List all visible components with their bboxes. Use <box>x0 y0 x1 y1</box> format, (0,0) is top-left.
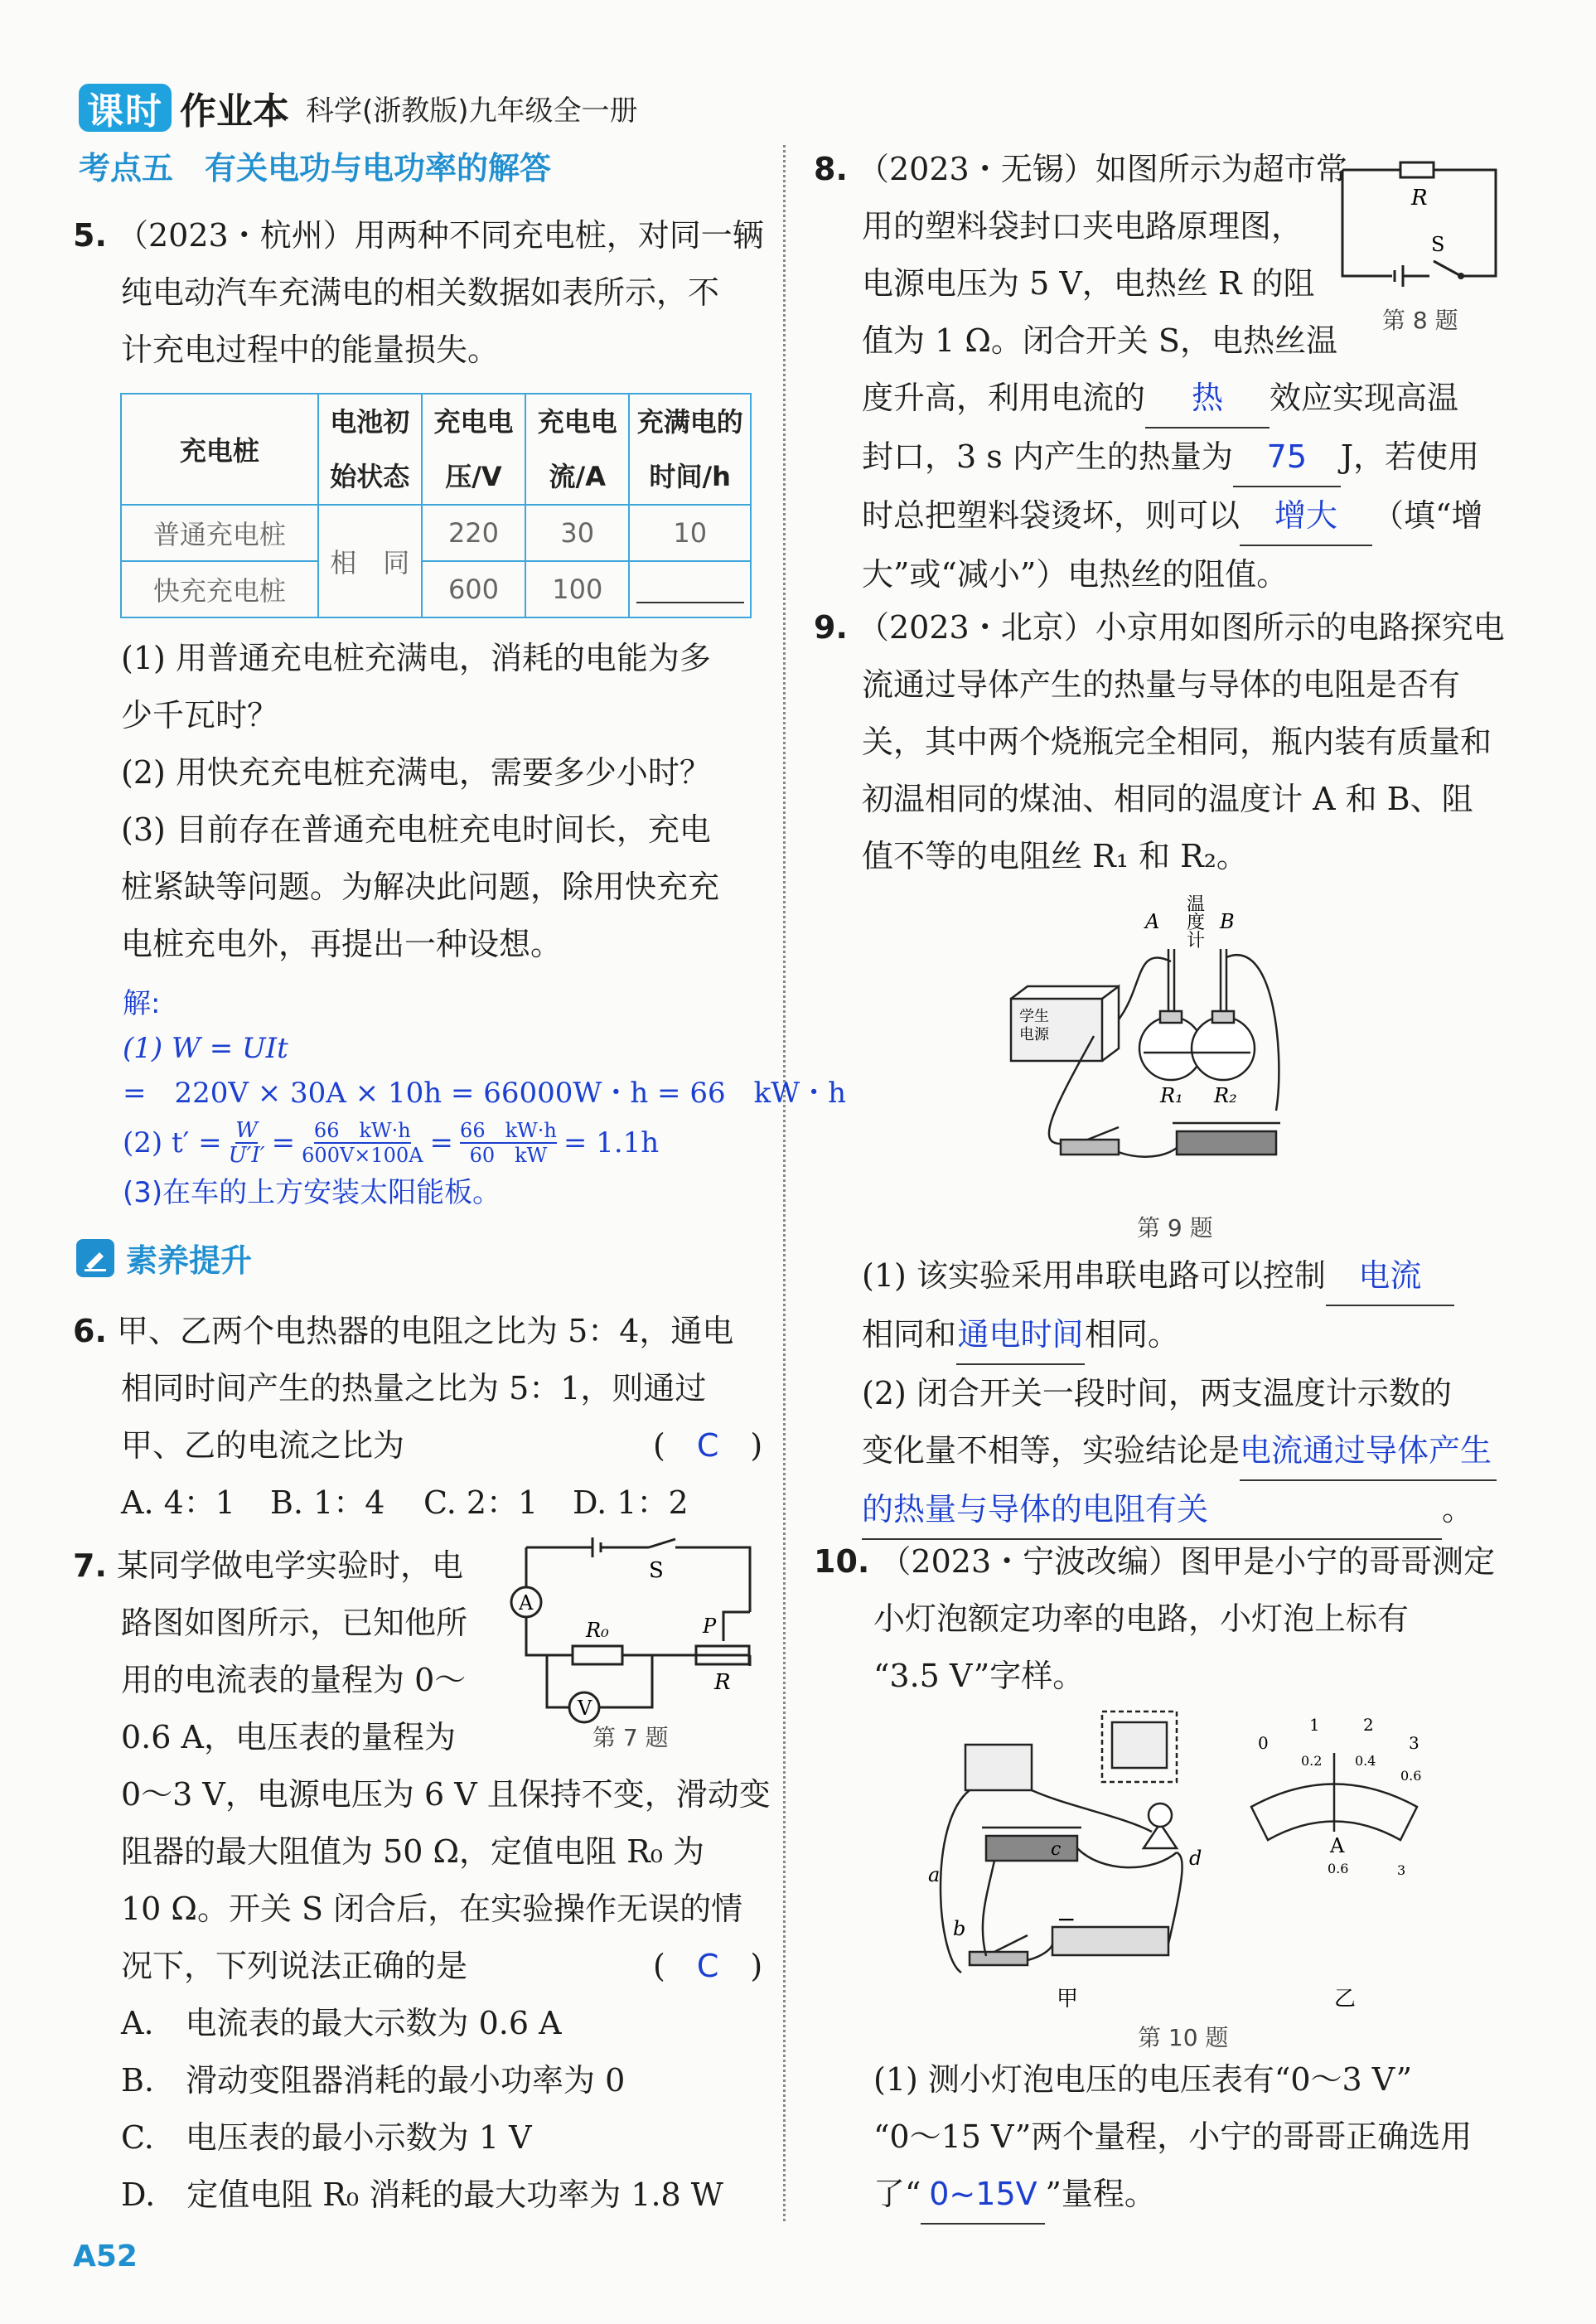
question-text-line: 相同和通电时间相同。 <box>814 1306 1526 1365</box>
question-text-line: 流通过导体产生的热量与导体的电阻是否有 <box>862 666 1461 703</box>
tick-label: 0.6 <box>1400 1768 1422 1784</box>
question-text-line: 封口，3 s 内产生的热量为 75 J，若使用 <box>814 428 1526 487</box>
section-boost <box>75 1235 252 1281</box>
question-number: 8. <box>814 151 848 187</box>
figure-caption: 第 7 题 <box>592 1724 669 1751</box>
thermometer-label: 计 <box>1187 931 1206 951</box>
tick-label: 1 <box>1309 1715 1320 1735</box>
label-a: A <box>519 1591 534 1615</box>
question-9-subparts <box>814 1247 1526 1540</box>
label-b: B <box>1220 910 1235 933</box>
question-5 <box>73 207 769 379</box>
question-text-line: (2) 闭合开关一段时间，两支温度计示数的 <box>862 1375 1452 1411</box>
label-a: A <box>1145 910 1160 933</box>
label-v: V <box>578 1697 592 1720</box>
answer-line: = 220V × 30A × 10h = 66000W・h = 66 kW・h <box>123 1077 847 1110</box>
question-text-line: 桩紧缺等问题。为解决此问题，除用快充充 <box>121 869 720 905</box>
question-text-line: （2023・无锡）如图所示为超市常 <box>857 151 1347 187</box>
tick-label: 0.4 <box>1355 1753 1376 1769</box>
label-p: P <box>703 1615 717 1638</box>
question-number: 9. <box>814 609 848 646</box>
answer-blank: 0~15V <box>921 2166 1045 2225</box>
page-number: A52 <box>73 2239 138 2273</box>
label-r: R <box>714 1670 731 1695</box>
label-b: b <box>953 1917 966 1940</box>
table-header: 充电桩 <box>121 394 318 505</box>
question-text-line: (1) 测小灯泡电压的电压表有“0～3 V” <box>873 2061 1413 2098</box>
question-text-line: “3.5 V”字样。 <box>873 1658 1085 1694</box>
question-text-line: 的热量与导体的电阻有关 。 <box>814 1481 1526 1540</box>
question-text-line: 阻器的最大阻值为 50 Ω，定值电阻 R₀ 为 <box>121 1833 705 1870</box>
question-text-line: 0.6 A，电压表的量程为 <box>121 1719 456 1755</box>
answer-choice: C <box>696 1948 719 1984</box>
question-6 <box>73 1303 769 1532</box>
label-c: c <box>1051 1839 1062 1860</box>
question-10 <box>814 1533 1526 1705</box>
pencil-badge-icon <box>75 1237 116 1279</box>
question-text-line: 小灯泡额定功率的电路，小灯泡上标有 <box>873 1600 1410 1637</box>
figure-yi-label: 乙 <box>1334 1987 1357 2012</box>
question-text-line: “0～15 V”两个量程，小宁的哥哥正确选用 <box>873 2118 1473 2155</box>
tick-label: 0 <box>1258 1733 1269 1753</box>
question-text-line: 10 Ω。开关 S 闭合后，在实验操作无误的情 <box>121 1891 743 1927</box>
psu-label: 电源 <box>1019 1026 1049 1043</box>
book-logo: 课时 <box>79 84 172 132</box>
question-text-line: 少千瓦时？ <box>121 697 279 734</box>
question-text-line: (2) 用快充充电桩充满电，需要多少小时？ <box>121 754 711 791</box>
question-text-line: （2023・北京）小京用如图所示的电路探究电 <box>857 609 1505 646</box>
psu-label: 学生 <box>1019 1008 1049 1025</box>
question-text-line: 纯电动汽车充满电的相关数据如表所示，不 <box>121 274 720 311</box>
label-s: S <box>649 1558 664 1583</box>
question-text-line: 了“ 0~15V ”量程。 <box>814 2166 1543 2225</box>
question-10-subparts <box>814 2051 1543 2225</box>
question-text-line: 用的塑料袋封口夹电路原理图， <box>862 208 1303 245</box>
question-5-subparts <box>73 630 769 973</box>
table-cell: 普通充电桩 <box>121 505 318 561</box>
tick-label: 2 <box>1363 1715 1374 1735</box>
table-cell: 30 <box>525 505 629 561</box>
table-cell: 100 <box>525 561 629 617</box>
question-text-line: 0～3 V，电源电压为 6 V 且保持不变，滑动变 <box>121 1776 771 1813</box>
label-d: d <box>1189 1847 1202 1870</box>
table-header: 充电电 压/V <box>422 394 525 505</box>
unit-label: A <box>1330 1834 1345 1857</box>
answer-line: (1) W = UIt <box>123 1032 288 1065</box>
question-text-line: 某同学做电学实验时，电 <box>116 1547 463 1584</box>
section-title-kaodian5: 考点五 有关电功与电功率的解答 <box>79 150 552 186</box>
book-subtitle: 科学(浙教版)九年级全一册 <box>306 94 638 128</box>
figure-caption: 第 8 题 <box>1382 307 1458 334</box>
question-text-line: 计充电过程中的能量损失。 <box>121 332 500 368</box>
option-text: C. 电压表的最小示数为 1 V <box>121 2119 532 2156</box>
label-r2: R₂ <box>1214 1084 1237 1107</box>
table-header: 电池初 始状态 <box>318 394 422 505</box>
question-text-line: 变化量不相等，实验结论是电流通过导体产生 <box>814 1422 1526 1481</box>
question-text-line: 时总把塑料袋烫坏，则可以 增大 （填“增 <box>814 487 1526 546</box>
label-r: R <box>1411 186 1428 211</box>
figure-8-circuit <box>1338 153 1504 294</box>
figure-9-apparatus <box>1003 895 1367 1193</box>
table-cell: 600 <box>422 561 525 617</box>
answer-line: (2) t′ = $\frac{W}{U'I'}$ = $\frac{66 kW\cdot h}{600V\times 100A}$ = $\frac{66 kW\cdot h}{60 kW}$ = 1.1h <box>123 1118 660 1168</box>
terminal-label: 3 <box>1397 1862 1406 1878</box>
question-text-line: 用的电流表的量程为 0～ <box>121 1662 467 1698</box>
question-number: 7. <box>73 1547 107 1584</box>
answer-blank: 增大 <box>1240 487 1372 546</box>
question-text-line: 值为 1 Ω。闭合开关 S，电热丝温 <box>862 322 1337 359</box>
section-boost-title: 素养提升 <box>126 1242 253 1279</box>
answer-line: (3)在车的上方安装太阳能板。 <box>123 1176 501 1209</box>
terminal-label: 0.6 <box>1328 1861 1349 1876</box>
tick-label: 3 <box>1409 1733 1419 1753</box>
answer-blank: 电流 <box>1326 1247 1454 1306</box>
label-s: S <box>1431 233 1445 256</box>
question-text-line: 甲、乙两个电热器的电阻之比为 5：4，通电 <box>116 1313 734 1349</box>
question-text-line: 电源电压为 5 V，电热丝 R 的阻 <box>862 265 1315 302</box>
figure-jia-label: 甲 <box>1057 1987 1079 2012</box>
label-minus: − <box>1057 1905 1076 1933</box>
options-row: A. 4：1 B. 1：4 C. 2：1 D. 1：2 <box>121 1484 689 1521</box>
table-cell: 220 <box>422 505 525 561</box>
question-text-line: 度升高，利用电流的 热 效应实现高温 <box>814 370 1526 428</box>
table-header: 充电电 流/A <box>525 394 629 505</box>
question-text-line: (1) 用普通充电桩充满电，消耗的电能为多 <box>121 640 711 676</box>
tick-label: 0.2 <box>1301 1753 1323 1769</box>
figure-caption: 第 10 题 <box>1138 2024 1229 2051</box>
question-text-line: (1) 该实验采用串联电路可以控制 电流 <box>814 1247 1526 1306</box>
question-text-line: 关，其中两个烧瓶完全相同，瓶内装有质量和 <box>862 724 1492 760</box>
page-header <box>79 79 638 137</box>
figure-10-apparatus <box>912 1707 1508 2014</box>
label-r1: R₁ <box>1160 1084 1183 1107</box>
question-number: 5. <box>73 217 107 254</box>
figure-caption: 第 9 题 <box>1137 1214 1213 1242</box>
table-header: 充满电的 时间/h <box>629 394 751 505</box>
question-text-line: （2023・杭州）用两种不同充电桩，对同一辆 <box>116 217 764 254</box>
label-a: a <box>928 1863 941 1886</box>
question-text-line: 初温相同的煤油、相同的温度计 A 和 B、阻 <box>862 781 1473 817</box>
table-row <box>121 561 751 617</box>
answer-blank: 电流通过导体产生 <box>1240 1422 1497 1481</box>
label-r0: R₀ <box>586 1619 609 1642</box>
question-text-line: 路图如图所示，已知他所 <box>121 1605 468 1641</box>
question-text-line: （2023・宁波改编）图甲是小宁的哥哥测定 <box>879 1543 1496 1580</box>
handwritten-answer-q5 <box>123 981 846 1215</box>
table-cell-blank <box>629 561 751 617</box>
question-text-line: 甲、乙的电流之比为 ( C ) <box>121 1427 763 1464</box>
answer-choice: C <box>696 1427 719 1464</box>
answer-blank: 热 <box>1145 370 1270 428</box>
answer-blank: 的热量与导体的电阻有关 <box>862 1481 1442 1540</box>
table-cell: 10 <box>629 505 751 561</box>
table-cell: 相 同 <box>318 505 422 617</box>
charging-data-table <box>120 393 752 618</box>
book-name: 作业本 <box>180 90 289 133</box>
question-text-line: 相同时间产生的热量之比为 5：1，则通过 <box>121 1370 707 1407</box>
question-text-line: 电桩充电外，再提出一种设想。 <box>121 926 563 962</box>
question-text-line: (3) 目前存在普通充电桩充电时间长，充电 <box>121 811 711 848</box>
question-number: 10. <box>814 1543 870 1580</box>
answer-blank: 通电时间 <box>956 1306 1085 1365</box>
option-text: A. 电流表的最大示数为 0.6 A <box>121 2005 562 2041</box>
thermometer-label: 度 <box>1187 913 1206 933</box>
question-number: 6. <box>73 1313 107 1349</box>
answer-blank: 75 <box>1233 428 1341 487</box>
question-text-line: 况下，下列说法正确的是 ( C ) <box>121 1948 763 1984</box>
table-cell: 快充充电桩 <box>121 561 318 617</box>
answer-label: 解: <box>123 987 161 1020</box>
option-text: D. 定值电阻 R₀ 消耗的最大功率为 1.8 W <box>121 2176 723 2213</box>
thermometer-label: 温 <box>1187 895 1206 915</box>
table-row <box>121 505 751 561</box>
option-text: B. 滑动变阻器消耗的最小功率为 0 <box>121 2062 626 2099</box>
question-9 <box>814 599 1526 885</box>
question-text-line: 大”或“减小”）电热丝的阻值。 <box>862 556 1289 593</box>
question-text-line: 值不等的电阻丝 R₁ 和 R₂。 <box>862 838 1248 874</box>
